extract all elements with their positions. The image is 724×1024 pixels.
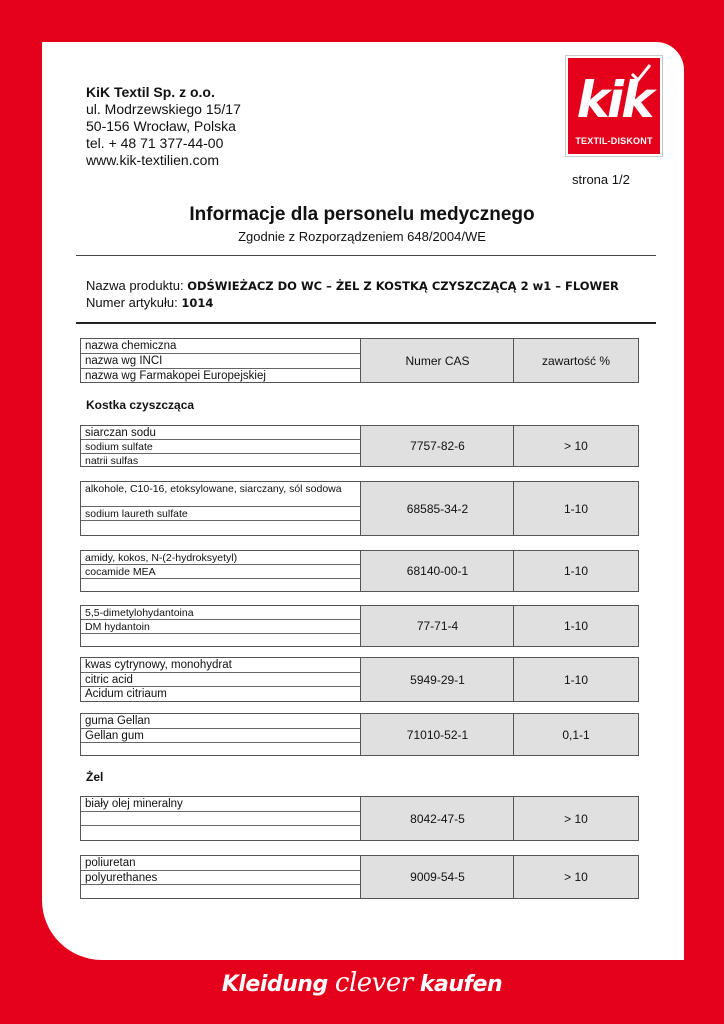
ingredient-pct: 1-10 (513, 658, 638, 701)
ingredient-names (81, 551, 360, 591)
ingredient-pct: > 10 (513, 797, 638, 840)
ingredient-cas: 8042-47-5 (360, 797, 514, 840)
ingredient-name-cell (81, 521, 360, 535)
ingredient-name-cell: poliuretan (81, 856, 360, 871)
header-cas: Numer CAS (360, 339, 514, 382)
ingredient-cas: 77-71-4 (360, 606, 514, 646)
ingredient-name-cell (81, 885, 360, 898)
company-name: KiK Textil Sp. z o.o. (86, 84, 215, 100)
header-names (81, 339, 360, 382)
logo-text: kik (576, 71, 652, 129)
page-subtitle: Zgodnie z Rozporządzeniem 648/2004/WE (238, 229, 486, 244)
ingredient-name-cell: guma Gellan (81, 714, 360, 729)
ingredient-name-cell: polyurethanes (81, 871, 360, 885)
product-number (86, 295, 213, 310)
ingredient-cas: 68585-34-2 (360, 482, 514, 535)
ingredient-pct: 1-10 (513, 482, 638, 535)
ingredient-name-cell: 5,5-dimetylohydantoina (81, 606, 360, 620)
divider (76, 255, 656, 256)
ingredient-table (80, 713, 639, 756)
ingredient-pct: 1-10 (513, 551, 638, 591)
ingredient-name-cell: DM hydantoin (81, 620, 360, 634)
ingredient-name-cell: sodium laureth sulfate (81, 507, 360, 521)
ingredient-name-cell (81, 812, 360, 826)
company-phone: tel. + 48 71 377-44-00 (86, 135, 224, 151)
ingredient-name-cell (81, 634, 360, 646)
ingredient-name-cell: natrii sulfas (85, 455, 139, 467)
ingredient-name-cell: kwas cytrynowy, monohydrat (81, 658, 360, 673)
ingredient-pct: 0,1-1 (513, 714, 638, 755)
section-heading: Kostka czyszcząca (86, 398, 195, 412)
product-name-label: Nazwa produktu: (86, 278, 184, 293)
product-name (86, 278, 619, 293)
ingredient-cas: 5949-29-1 (360, 658, 514, 701)
ingredient-cas: 9009-54-5 (360, 856, 514, 898)
ingredient-name-cell: Gellan gum (81, 729, 360, 743)
ingredient-cas: 68140-00-1 (360, 551, 514, 591)
ingredient-name-cell: sodium sulfate (81, 440, 360, 454)
ingredient-table (80, 855, 639, 899)
slogan-part1: Kleidung (221, 972, 328, 997)
ingredient-names (81, 482, 360, 535)
ingredient-name-cell: cocamide MEA (81, 565, 360, 579)
header-table (80, 338, 639, 383)
company-address (86, 84, 241, 169)
footer-slogan (0, 968, 724, 998)
ingredient-name-cell: alkohole, C10-16, etoksylowane, siarczany, sól sodowa (81, 482, 360, 507)
company-street: ul. Modrzewskiego 15/17 (86, 101, 241, 117)
ingredient-pct: 1-10 (513, 606, 638, 646)
ingredient-table (80, 550, 639, 592)
ingredient-name-cell: citric acid (81, 673, 360, 687)
page-title: Informacje dla personelu medycznego (189, 204, 535, 225)
header-name-cell: nazwa chemiczna (81, 339, 360, 354)
ingredient-table (80, 657, 639, 702)
product-number-value: 1014 (181, 296, 214, 310)
company-city: 50-156 Wrocław, Polska (86, 118, 236, 134)
ingredient-names (81, 856, 360, 898)
page-number: strona 1/2 (572, 172, 630, 187)
header-pct: zawartość % (513, 339, 638, 382)
ingredient-pct: > 10 (513, 856, 638, 898)
ingredient-name-cell: biały olej mineralny (81, 797, 360, 812)
ingredient-name-cell (81, 579, 360, 591)
ingredient-table (80, 481, 639, 536)
ingredient-names (81, 658, 360, 701)
ingredient-name-cell: siarczan sodu (81, 426, 360, 440)
product-name-value: ODŚWIEŻACZ DO WC – ŻEL Z KOSTKĄ CZYSZCZĄCĄ 2 w1 – FLOWER (187, 279, 619, 293)
section-heading: Żel (86, 770, 104, 784)
ingredient-name-cell (81, 743, 360, 755)
header-name-cell: nazwa wg Farmakopei Europejskiej (85, 370, 266, 382)
ingredient-names (81, 797, 360, 840)
ingredient-names (81, 714, 360, 755)
slogan-part3: kaufen (419, 972, 503, 997)
slogan-part2: clever (334, 968, 413, 998)
company-web: www.kik-textilien.com (86, 152, 220, 168)
ingredient-names (81, 606, 360, 646)
ingredient-table (80, 796, 639, 841)
ingredient-pct: > 10 (513, 426, 638, 466)
ingredient-name-cell (81, 826, 360, 840)
ingredient-names (81, 426, 360, 466)
ingredient-table (80, 605, 639, 647)
divider (76, 322, 656, 324)
kik-logo (566, 56, 662, 156)
ingredient-name-cell: Acidum citriaum (85, 688, 167, 700)
header-name-cell: nazwa wg INCI (81, 354, 360, 369)
ingredient-cas: 7757-82-6 (360, 426, 514, 466)
ingredient-cas: 71010-52-1 (360, 714, 514, 755)
product-number-label: Numer artykułu: (86, 295, 178, 310)
ingredient-name-cell: amidy, kokos, N-(2-hydroksyetyl) (81, 551, 360, 565)
logo-subtext: TEXTIL-DISKONT (575, 136, 653, 146)
ingredient-table (80, 425, 639, 467)
